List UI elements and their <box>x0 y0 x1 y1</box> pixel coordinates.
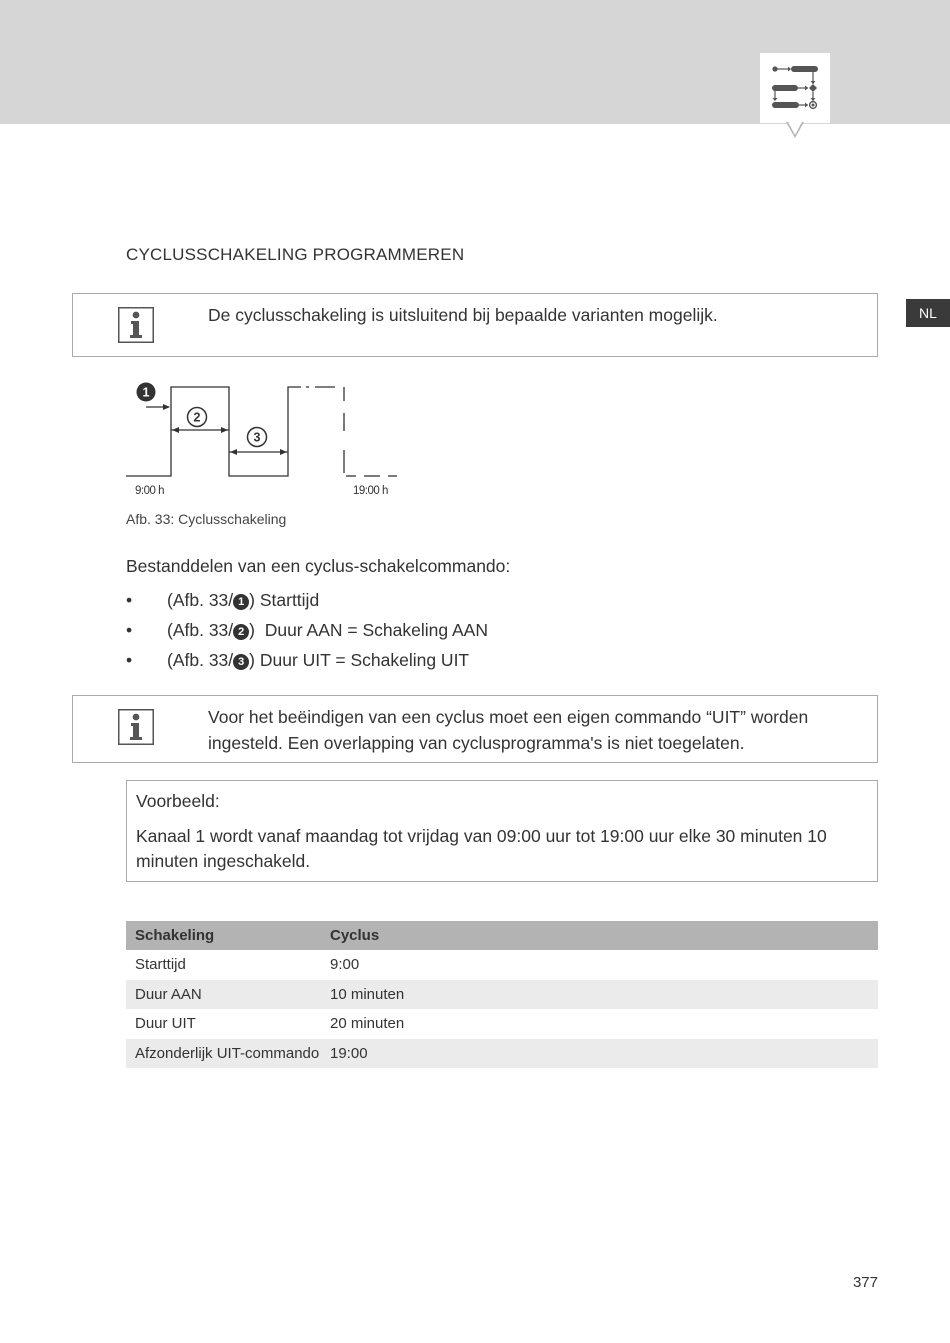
list-item-text: (Afb. 33/ 1 ) Starttijd <box>167 590 320 610</box>
table-row <box>126 1009 878 1039</box>
list-item-text: (Afb. 33/ 2 ) Duur AAN = Schakeling AAN <box>167 620 488 640</box>
number-badge: 1 <box>233 594 249 610</box>
svg-text:2: 2 <box>193 410 201 425</box>
page-title: CYCLUSSCHAKELING PROGRAMMEREN <box>126 245 465 264</box>
number-badge: 3 <box>233 654 249 670</box>
info-note-text: De cyclusschakeling is uitsluitend bij bepaalde varianten mogelijk. <box>208 305 718 325</box>
table-cell: 9:00 <box>330 956 360 974</box>
table-cell: 10 minuten <box>321 980 878 1010</box>
table-cell: Afzonderlijk UIT-commando <box>126 1039 321 1069</box>
table-header-row <box>126 921 878 950</box>
example-box <box>126 780 878 882</box>
language-tab: NL <box>906 299 950 327</box>
figure-caption: Afb. 33: Cyclusschakeling <box>126 511 287 527</box>
svg-text:3: 3 <box>253 430 261 445</box>
diagram-marker-2 <box>188 408 207 427</box>
example-title: Voorbeeld: <box>136 791 220 811</box>
svg-text:1: 1 <box>142 385 150 400</box>
column-header: Cyclus <box>321 921 878 950</box>
diagram-marker-3 <box>248 428 267 447</box>
start-time-label: 9:00 h <box>135 485 164 497</box>
cycle-timing-diagram <box>126 350 416 510</box>
table-cell: Starttijd <box>135 956 186 974</box>
table-row <box>126 950 878 980</box>
table-row <box>126 1039 878 1069</box>
number-badge: 2 <box>233 624 249 640</box>
chapter-pointer-inner <box>788 122 802 135</box>
info-icon <box>118 307 154 348</box>
diagram-marker-1 <box>137 383 156 402</box>
example-text: Kanaal 1 wordt vanaf maandag tot vrijdag van 09:00 uur tot 19:00 uur elke 30 minuten 10 minuten ingeschakeld. <box>136 826 827 871</box>
bullet-dot: • <box>126 620 133 640</box>
end-time-label: 19:00 h <box>353 485 388 497</box>
column-header: Schakeling <box>126 921 321 950</box>
info-icon <box>118 709 154 750</box>
bullet-dot: • <box>126 650 133 670</box>
cycle-table <box>126 921 878 1068</box>
info-note-text: Voor het beëindigen van een cyclus moet een eigen commando “UIT” worden ingesteld. Een overlapping van cyclusprogramma's is niet toegelaten. <box>208 707 809 753</box>
program-flow-icon <box>760 53 830 123</box>
table-row <box>126 980 878 1010</box>
info-note <box>72 293 878 357</box>
table-cell: Duur AAN <box>126 980 321 1010</box>
bullet-dot: • <box>126 590 133 610</box>
table-cell: 19:00 <box>321 1039 878 1069</box>
table-cell: Duur UIT <box>135 1015 196 1033</box>
table-cell: 20 minuten <box>330 1015 405 1033</box>
list-item-text: (Afb. 33/ 3 ) Duur UIT = Schakeling UIT <box>167 650 470 670</box>
page-number: 377 <box>852 1274 878 1291</box>
components-heading: Bestanddelen van een cyclus-schakelcommando: <box>126 556 511 576</box>
info-note <box>72 695 878 763</box>
